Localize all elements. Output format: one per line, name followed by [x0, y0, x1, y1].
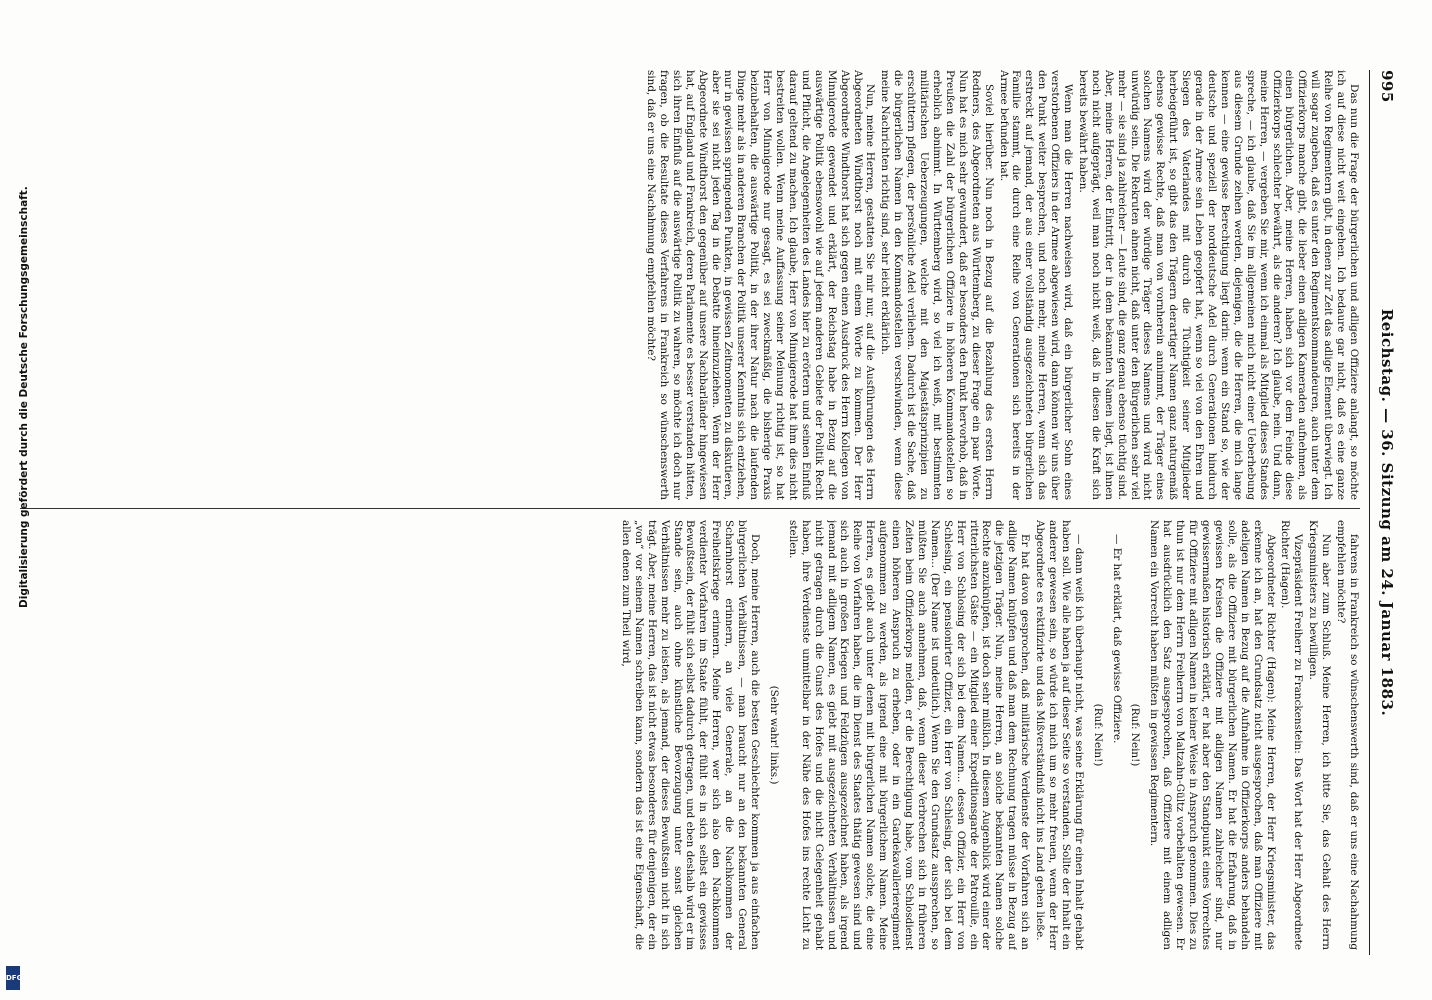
- paragraph: Abgeordneter Richter (Hagen): Meine Herren, der Herr Kriegsminister, das erkenne ich an, hat den Grundsatz nicht ausgesprochen, daß man Offiziere mit adeligen Namen in Bezug auf die Aufnahme in Offizierkorps anders behandeln solle, als die Offiziere mit bürgerlichen Namen. Er hat die Erfahrung, daß in gewissen Kreisen die Offiziere mit adligen Namen zahlreicher sind, nur gewissermaßen historisch erklärt, er hat aber den Standpunkt eines Vorrechtes für Offiziere mit adligen Namen in keiner Weise in Anspruch genommen. Dies zu thun ist nur dem Herrn Freiherrn von Maltzahn-Gültz vorbehalten gewesen. Er hat ausdrücklich den Satz ausgesprochen, daß Offiziere mit einem adligen Namen ein Vorrecht haben müßten in gewissen Regimentern.: [1148, 520, 1277, 950]
- paragraph: Wenn man die Herren nachweisen wird, daß ein bürgerlicher Sohn eines verstorbenen Offiziers in der Armee abgewiesen wird, dann können wir uns über den Punkt weiter besprechen, und noch mehr, meine Herren, wenn sich das erstreckt auf jemand, der aus einer vollständig ausgezeichneten bürgerlichen Familie stammt, die durch eine Reihe von Generationen sich bereits in der Armee befunden hat.: [997, 70, 1075, 500]
- page-number: 995: [1378, 70, 1396, 103]
- left-column: [12, 70, 1360, 500]
- paragraph: Er hat davon gesprochen, daß militärische Verdienste der Vorfahren sich an adlige Namen knüpfen und daß man dem Rechnung tragen müsse in Bezug auf die jetzigen Träger. Nun, meine Herren, an solche bekannten Namen solche Rechte anzuknüpfen, ist doch sehr mißlich. In diesem Augenblick wird einer der ritterlichsten Gäste — ein Mitglied einer Expeditionsgarde der Patrouille, ein Herr von Schlosing der sich bei dem Namen... dessen Offizier, ein Herr von Schlesing, ein pensionirter Offizier, ein Herr von Schlesing, der sich bei dem Namen... (Der Name ist undeutlich.) Wenn Sie den Grundsatz aussprechen, so müßten Sie auch annehmen, daß, wenn dieser Verbrechen sich in früheren Zeiten beim Offizierkorps melden, er die Berechtigung habe, vom Schlosdienst einen höheren Anspruch zu erheben, oder in ein Gardekavallerieregiment aufgenommen zu werden, als irgend eine mit bürgerlichem Namen. Meine Herren, es giebt auch unter denen mit bürgerlichen Namen solche, die eine Reihe von Vorfahren haben, die im Dienst des Staates thätig gewesen sind und sich auch in großen Kriegen und Feldzügen ausgezeichnet haben, als irgend jemand mit adligem Namen, es giebt mit ausgezeichneten Verhältnissen und nicht getragen durch die Gunst des Hofes und die nicht Gelegenheit gehabt haben, ihre Verdienste unmittelbar in der Nähe des Hofes ins rechte Licht zu stellen.: [786, 520, 1032, 950]
- paragraph: Vizepräsident Freiherr zu Franckenstein: Das Wort hat der Herr Abgeordnete Richter (Hagen).: [1279, 520, 1305, 950]
- page-header: [1369, 70, 1410, 955]
- right-column: [500, 520, 1360, 950]
- interjection: (Ruf: Nein!): [1129, 703, 1142, 767]
- paragraph: — dann weiß ich überhaupt nicht, was seine Erklärung für einen Inhalt gehabt haben soll. Wie alle haben ja auf dieser Seite so verstanden. Sollte der Inhalt ein anderer gewesen sein, so würde ich mich um so mehr freuen, wenn der Herr Abgeordnete es rektifizirte und das Mißverständniß nicht ins Land gehen ließe.: [1034, 520, 1085, 950]
- paragraph: — Er hat erklärt, daß gewisse Offiziere.: [1110, 534, 1123, 744]
- page-title: Reichstag. — 36. Sitzung am 24. Januar 1883.: [1378, 308, 1396, 717]
- digitization-credit: [4, 0, 30, 1000]
- paragraph: Das nun die Frage der bürgerlichen und adligen Offiziere anlangt, so möchte ich auf diese nicht weit eingehen. Ich bedaure gar nicht, daß es eine ganze Reihe von Regimentern gibt, in denen zur Zeit das adlige Element überwiegt. Ich will sogar zugeben, daß es unter den Regimentskommandeuren, auch unter dem Offizierkorps manche gibt, die lieber einen adligen Kameraden aufnehmen, als einen bürgerlichen. Aber, meine Herren, haben sich vor dem Feinde diese Offizierkorps schlechter bewährt, als die anderen? Ich glaube, nein. Und dann, meine Herren, — vergeben Sie mir, wenn ich einmal als Mitglied dieses Standes spreche, — ich glaube, daß Sie im allgemeinen mich nicht einer Ueberhebung aus diesem Grunde zeihen werden, diejenigen, die die Herren, die mich lange kennen — eine gewisse Berechtigung liegt darin: wenn ein Stand so, wie der deutsche und speziell der norddeutsche Adel durch Generationen hindurch gerade in der Armee sein Leben geopfert hat, wenn so viel von den Ehren und Siegen des Vaterlandes mit durch die Tüchtigkeit seiner Mitglieder herbeigeführt ist, so gibt das den Trägern derartiger Namen ganz naturgemäß ebenso gewisse Rechte, daß man von vornherein annimmt, der Träger eines solchen Namens wird der würdige Träger dieses Namens und wird nicht unwürdig sein. Die Rekruten ahnen nicht, daß unter den Bürgerlichen sehr viel mehr — sie sind ja zahlreicher — Leute sind, die ganz genau ebenso tüchtig sind. Aber, meine Herren, der Eintritt, der in dem bekannten Namen liegt, ist ihnen noch nicht aufgeprägt, weil man noch nicht weiß, daß in diesen die Kraft sich bereits bewährt haben.: [1076, 70, 1360, 500]
- paragraph: Nun, meine Herren, gestatten Sie mir nur, auf die Ausführungen des Herrn Abgeordneten Windthorst noch mit einem Worte zu kommen. Der Herr Abgeordnete Windthorst hat sich gegen einen Ausdruck des Herrn Kollegen von Minnigerode gewendet und erklärt, der Reichstag habe in Bezug auf die auswärtige Politik ebensowohl wie auf jedem anderen Gebiete der Politik Recht und Pflicht, die Angelegenheiten des Landes hier zu erörtern und seinen Einfluß darauf geltend zu machen. Ich glaube, Herr von Minnigerode hat ihm dies nicht bestreiten wollen. Wenn meine Auffassung seiner Meinung richtig ist, so hat Herr von Minnigerode nur gesagt, es sei zweckmäßig, die bisherige Praxis beizubehalten, die auswärtige Politik, in der ihrer Natur nach die laufenden Dinge mehr als in anderen Branchen der Politik unserer Kenntnis sich entziehen, nur in gewissen springenden Punkten, in gewissen Zeitmomenten zu diskutieren, aber sie sei nicht jeden Tag in die Debatte hineinzuziehen. Wenn der Herr Abgeordnete Windthorst den gegenüber auf unsere Nachbarländer hingewiesen hat, auf England und Frankreich, deren Parlamente es besser verstanden hätten, sich ihren Einfluß auf die auswärtige Politik zu wahren, so möchte ich doch nur fragen, ob die Resultate dieses Verfahrens in Frankreich so wünschenswerth sind, daß er uns eine Nachahmung empfehlen möchte?: [645, 70, 877, 500]
- interjection: (Sehr wahr! links.): [767, 685, 780, 785]
- credit-text: Digitalisierung gefördert durch die Deutsche Forschungsgemeinschaft.: [18, 186, 30, 608]
- dfg-logo: DFG: [6, 966, 20, 990]
- paragraph: fahrens in Frankreich so wünschenswerth sind, daß er uns eine Nachahmung empfehlen möchte?: [1335, 520, 1360, 950]
- column-divider: [20, 508, 1360, 509]
- paragraph: Soviel hierüber. Nun noch in Bezug auf die Bezahlung des ersten Herrn Redners, des Abgeordneten aus Württemberg, zu dieser Frage ein paar Worte. Nun hat es mich sehr gewundert, daß er besonders den Punkt hervorhob, daß in Preußen die Zahl der bürgerlichen Offiziere in höheren Kommandostellen so erheblich abnimmt. In Württemberg wird, so viel ich weiß, mit bestimmten militärischen Ueberzeugungen, welche mit den Majestätsprinzipien zu erschüttern pflegen, der persönliche Adel verliehen. Dadurch ist die Sache, daß die bürgerlichen Namen in den Kommandostellen verschwinden, wenn diese meine Nachrichten richtig sind, sehr leicht erklärlich.: [879, 70, 995, 500]
- paragraph: Nun aber zum Schluß. Meine Herren, ich bitte Sie, das Gehalt des Herrn Kriegsministers zu bewilligen.: [1307, 520, 1333, 950]
- interjection: (Ruf: Nein!): [1091, 703, 1104, 767]
- paragraph: Doch, meine Herren, auch die besten Geschlechter kommen ja aus einfachen bürgerlichen Verhältnissen, — man braucht nur an den bekannten General Scharnhorst erinnern, an viele Generale, an die Nachkommen der Freiheitskriege erinnern. Meine Herren, wer sich also den Nachkommen verdienter Vorfahren im Staate fühlt, der fühlt es in sich selbst ein gewisses Bewußtsein, der fühlt sich selbst dadurch getragen, und eben deshalb wird er im Stande sein, auch ohne künstliche Bevorzugung unter sonst gleichen Verhältnissen mehr zu leisten, als jemand, der dieses Bewußtsein nicht in sich trägt. Aber, meine Herren, das ist nicht etwas besonderes für denjenigen, der ein „von“ vor seinem Namen schreiben kann, sondern das ist eine Eigenschaft, die allen denen zum Theil wird,: [619, 520, 762, 950]
